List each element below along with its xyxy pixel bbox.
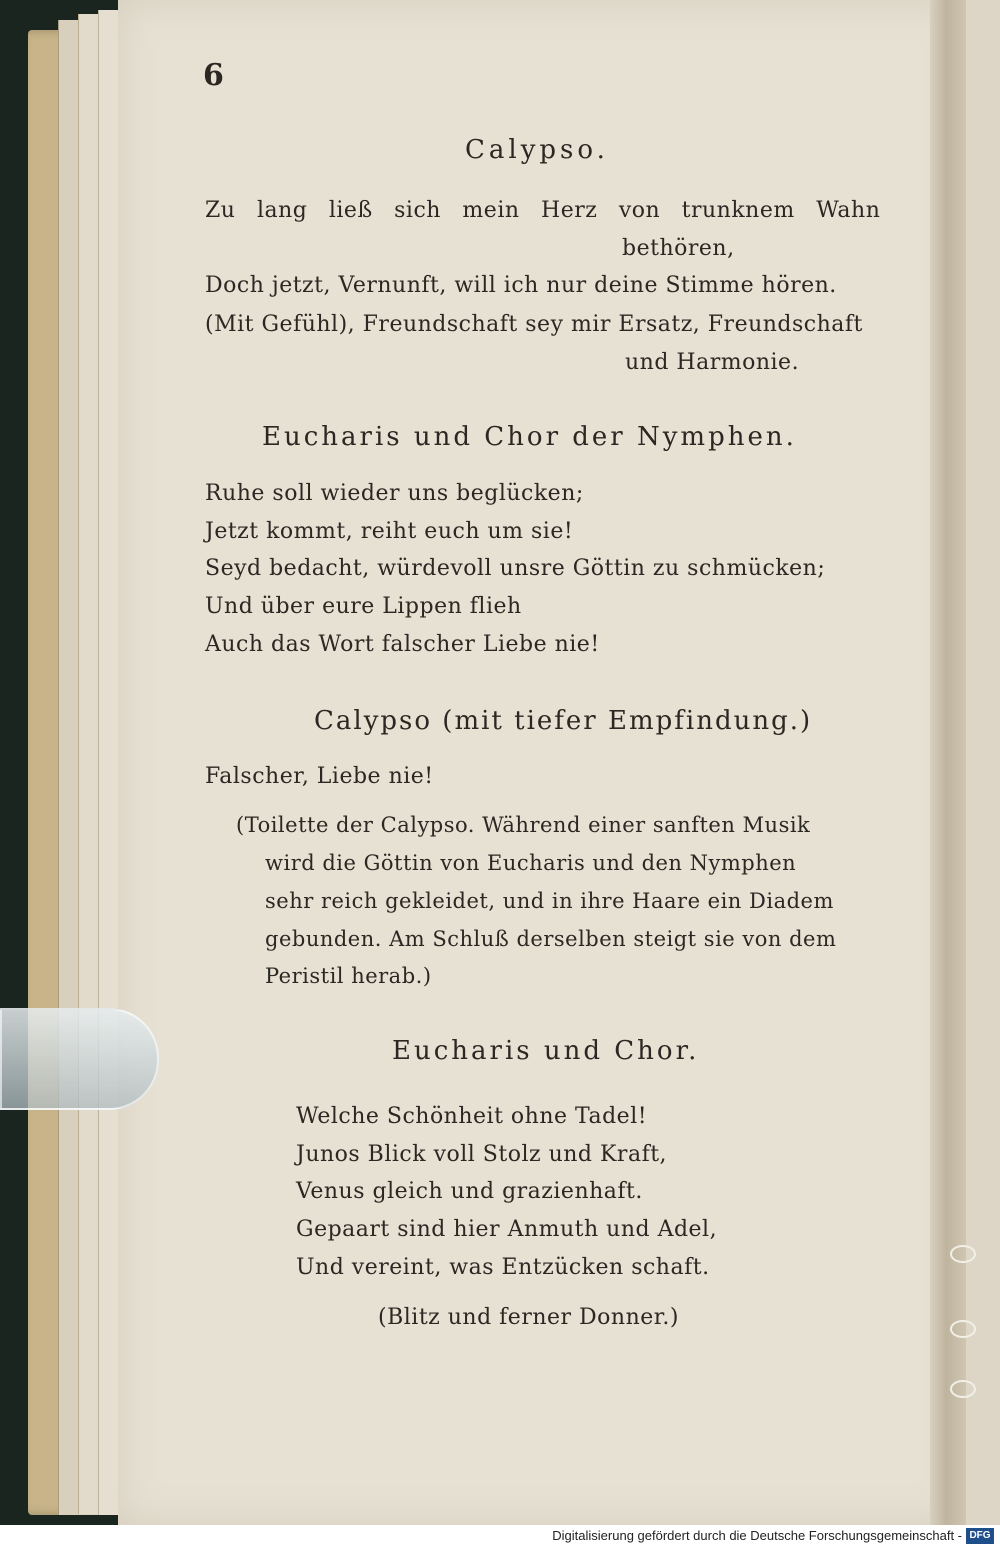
verse-line: bethören, — [622, 236, 735, 261]
verse-line: Ruhe soll wieder uns beglücken; — [205, 481, 584, 506]
speaker-heading: Calypso. — [465, 135, 609, 165]
footer-bar — [0, 1525, 1000, 1549]
speaker-heading: Calypso (mit tiefer Empfindung.) — [314, 706, 813, 736]
verse-line: Auch das Wort falscher Liebe nie! — [205, 632, 600, 657]
verse-line: Welche Schönheit ohne Tadel! — [296, 1104, 648, 1129]
stage-direction: wird die Göttin von Eucharis und den Nymphen — [265, 851, 797, 875]
verse-line: (Mit Gefühl), Freundschaft sey mir Ersatz, Freundschaft — [205, 312, 863, 337]
book-page — [118, 0, 963, 1525]
stage-direction: (Toilette der Calypso. Während einer sanften Musik — [236, 813, 811, 837]
dfg-logo: DFG — [966, 1528, 994, 1544]
verse-line: Doch jetzt, Vernunft, will ich nur deine Stimme hören. — [205, 273, 837, 298]
verse-line: Junos Blick voll Stolz und Kraft, — [296, 1142, 668, 1167]
stitch-mark — [950, 1320, 976, 1338]
verse-line: Und über eure Lippen flieh — [205, 594, 522, 619]
speaker-heading: Eucharis und Chor der Nymphen. — [262, 422, 797, 452]
page-clip — [0, 1008, 159, 1110]
verse-line: Jetzt kommt, reiht euch um sie! — [205, 519, 574, 544]
verse-line: Seyd bedacht, würdevoll unsre Göttin zu schmücken; — [205, 556, 826, 581]
verse-line: Venus gleich und grazienhaft. — [296, 1179, 643, 1204]
verse-line: Gepaart sind hier Anmuth und Adel, — [296, 1217, 718, 1242]
stage-direction: sehr reich gekleidet, und in ihre Haare ein Diadem — [265, 889, 834, 913]
stage-direction: gebunden. Am Schluß derselben steigt sie von dem — [265, 927, 837, 951]
stitch-mark — [950, 1245, 976, 1263]
stitch-mark — [950, 1380, 976, 1398]
funding-credit: Digitalisierung gefördert durch die Deutsche Forschungsgemeinschaft - — [552, 1528, 962, 1543]
verse-line: Falscher, Liebe nie! — [205, 764, 434, 789]
verse-line: Und vereint, was Entzücken schaft. — [296, 1255, 710, 1280]
page-number: 6 — [203, 58, 224, 93]
stage-direction: (Blitz und ferner Donner.) — [378, 1305, 679, 1330]
facing-page-edge — [960, 0, 1000, 1525]
verse-line: Zu lang ließ sich mein Herz von trunknem Wahn — [205, 198, 881, 223]
stage-direction: Peristil herab.) — [265, 964, 432, 988]
speaker-heading: Eucharis und Chor. — [392, 1036, 700, 1066]
verse-line: und Harmonie. — [625, 350, 800, 375]
book-gutter — [930, 0, 966, 1525]
